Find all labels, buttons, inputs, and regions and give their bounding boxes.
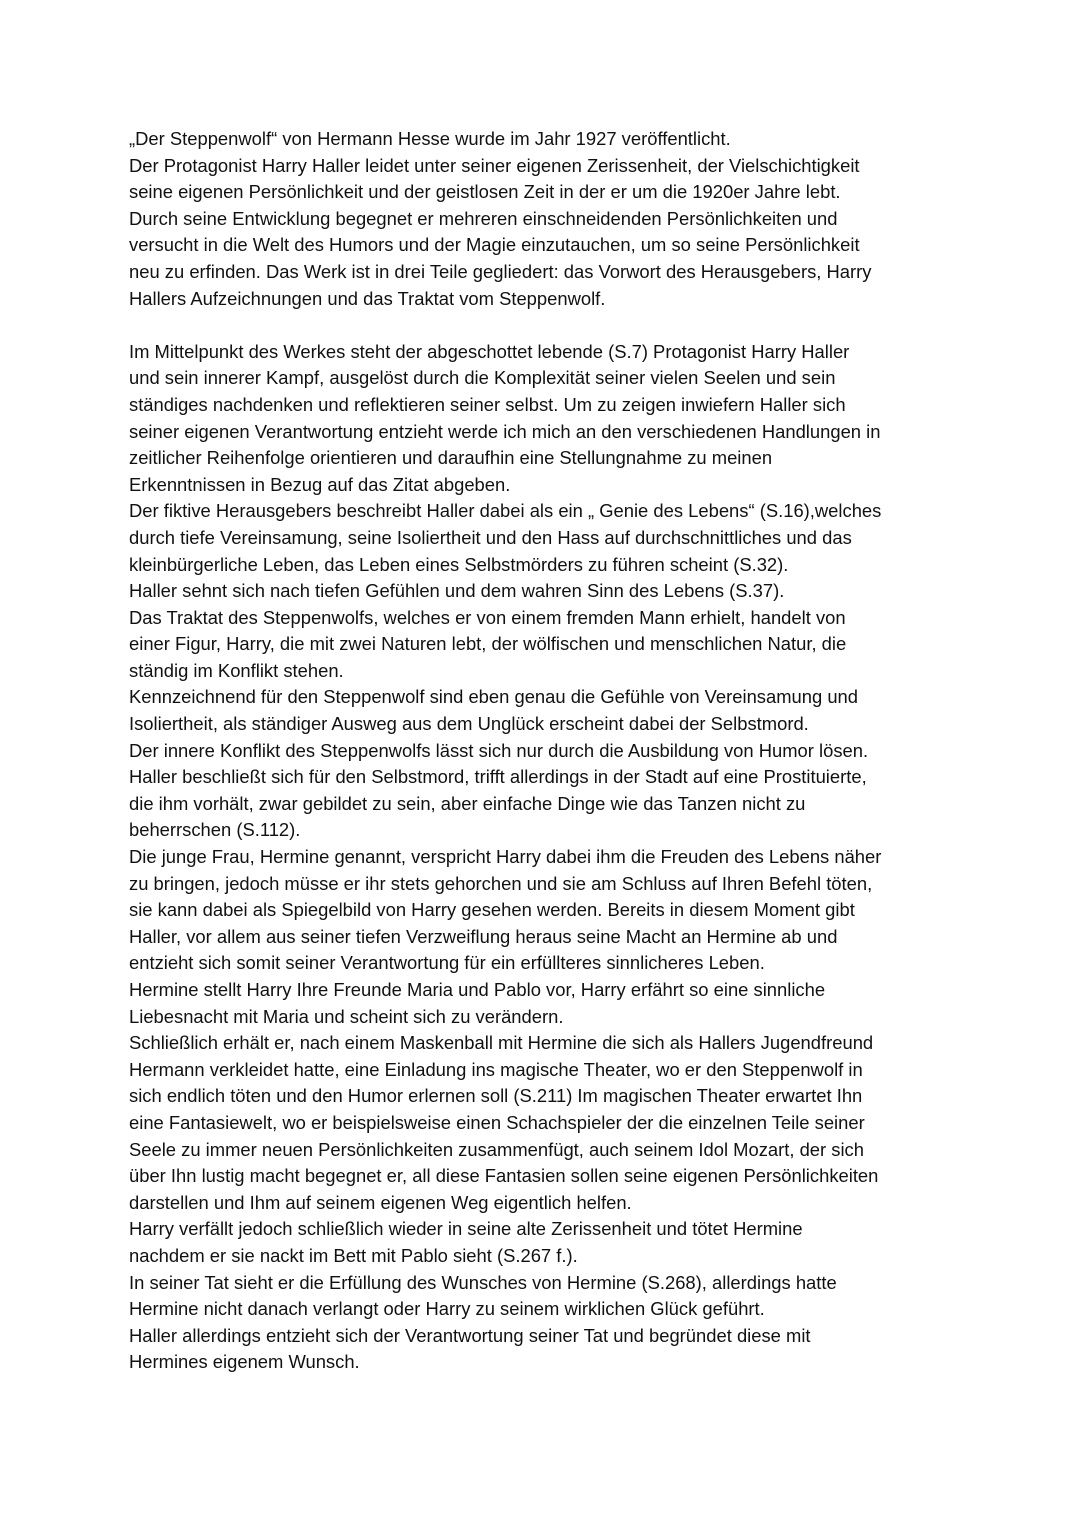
- text-line: zu bringen, jedoch müsse er ihr stets gehorchen und sie am Schluss auf Ihren Befehl töten,: [129, 872, 873, 894]
- text-line: Harry verfällt jedoch schließlich wieder in seine alte Zerissenheit und tötet Hermine: [129, 1218, 803, 1240]
- paragraph-spacer: [129, 312, 969, 339]
- text-line: Hermine stellt Harry Ihre Freunde Maria und Pablo vor, Harry erfährt so eine sinnliche: [129, 979, 826, 1000]
- text-line: Hallers Aufzeichnungen und das Traktat vom Steppenwolf.: [129, 287, 606, 309]
- text-line: „Der Steppenwolf“ von Hermann Hesse wurde im Jahr 1927 veröffentlicht.: [129, 128, 731, 149]
- text-line: einer Figur, Harry, die mit zwei Naturen lebt, der wölfischen und menschlichen Natur, die: [129, 633, 847, 655]
- text-line: entzieht sich somit seiner Verantwortung für ein erfüllteres sinnlicheres Leben.: [129, 952, 765, 974]
- text-line: Das Traktat des Steppenwolfs, welches er von einem fremden Mann erhielt, handelt von: [129, 606, 846, 628]
- text-line: Liebesnacht mit Maria und scheint sich zu verändern.: [129, 1005, 564, 1027]
- text-line: In seiner Tat sieht er die Erfüllung des Wunsches von Hermine (S.268), allerdings hatte: [129, 1271, 837, 1293]
- text-line: durch tiefe Vereinsamung, seine Isoliertheit und den Hass auf durchschnittliches und das: [129, 526, 852, 548]
- text-line: Isoliertheit, als ständiger Ausweg aus dem Unglück erscheint dabei der Selbstmord.: [129, 713, 809, 735]
- text-line: Hermann verkleidet hatte, eine Einladung ins magische Theater, wo er den Steppenwolf in: [129, 1058, 863, 1080]
- text-line: eine Fantasiewelt, wo er beispielsweise einen Schachspieler der die einzelnen Teile seiner: [129, 1111, 865, 1133]
- text-line: zeitlicher Reihenfolge orientieren und daraufhin eine Stellungnahme zu meinen: [129, 447, 773, 469]
- text-line: ständiges nachdenken und reflektieren seiner selbst. Um zu zeigen inwiefern Haller sich: [129, 393, 846, 415]
- text-line: ständig im Konflikt stehen.: [129, 659, 344, 681]
- document-page: [129, 126, 969, 1403]
- text-line: Der fiktive Herausgebers beschreibt Haller dabei als ein „ Genie des Lebens“ (S.16),welches: [129, 500, 882, 522]
- text-line: Schließlich erhält er, nach einem Maskenball mit Hermine die sich als Hallers Jugendfreund: [129, 1032, 874, 1054]
- text-line: Haller sehnt sich nach tiefen Gefühlen und dem wahren Sinn des Lebens (S.37).: [129, 580, 785, 602]
- text-line: beherrschen (S.112).: [129, 819, 301, 841]
- text-line: Im Mittelpunkt des Werkes steht der abgeschottet lebende (S.7) Protagonist Harry Haller: [129, 340, 850, 362]
- text-line: Kennzeichnend für den Steppenwolf sind eben genau die Gefühle von Vereinsamung und: [129, 686, 859, 708]
- text-line: Haller, vor allem aus seiner tiefen Verzweiflung heraus seine Macht an Hermine ab und: [129, 925, 838, 947]
- text-line: und sein innerer Kampf, ausgelöst durch die Komplexität seiner vielen Seelen und sein: [129, 367, 836, 389]
- text-line: Haller beschließt sich für den Selbstmord, trifft allerdings in der Stadt auf eine Prostituierte,: [129, 766, 867, 788]
- paragraph-intro: [129, 126, 969, 312]
- text-line: seiner eigenen Verantwortung entzieht werde ich mich an den verschiedenen Handlungen in: [129, 420, 881, 442]
- text-line: Erkenntnissen in Bezug auf das Zitat abgeben.: [129, 473, 511, 495]
- text-line: darstellen und Ihm auf seinem eigenen Weg eigentlich helfen.: [129, 1191, 632, 1213]
- text-line: versucht in die Welt des Humors und der Magie einzutauchen, um so seine Persönlichkeit: [129, 234, 860, 256]
- text-line: [129, 1376, 969, 1403]
- text-line: Der Protagonist Harry Haller leidet unter seiner eigenen Zerissenheit, der Vielschichtigkeit: [129, 154, 860, 176]
- text-line: über Ihn lustig macht begegnet er, all diese Fantasien sollen seine eigenen Persönlichkeiten: [129, 1165, 879, 1187]
- text-line: Die junge Frau, Hermine genannt, verspricht Harry dabei ihm die Freuden des Lebens näher: [129, 846, 882, 868]
- text-line: sich endlich töten und den Humor erlernen soll (S.211) Im magischen Theater erwartet Ihn: [129, 1085, 863, 1107]
- text-line: sie kann dabei als Spiegelbild von Harry gesehen werden. Bereits in diesem Moment gibt: [129, 899, 855, 921]
- text-line: Seele zu immer neuen Persönlichkeiten zusammenfügt, auch seinem Idol Mozart, der sich: [129, 1138, 864, 1160]
- text-line: Hermines eigenem Wunsch.: [129, 1351, 360, 1373]
- text-line: Hermine nicht danach verlangt oder Harry zu seinem wirklichen Glück geführt.: [129, 1298, 765, 1320]
- text-line: die ihm vorhält, zwar gebildet zu sein, aber einfache Dinge wie das Tanzen nicht zu: [129, 792, 806, 814]
- text-line: kleinbürgerliche Leben, das Leben eines Selbstmörders zu führen scheint (S.32).: [129, 553, 789, 575]
- paragraph-main: [129, 339, 969, 1403]
- text-line: seine eigenen Persönlichkeit und der geistlosen Zeit in der er um die 1920er Jahre lebt.: [129, 181, 841, 203]
- text-line: neu zu erfinden. Das Werk ist in drei Teile gegliedert: das Vorwort des Herausgebers, Harry: [129, 260, 872, 282]
- text-line: nachdem er sie nackt im Bett mit Pablo sieht (S.267 f.).: [129, 1244, 578, 1266]
- text-line: Der innere Konflikt des Steppenwolfs lässt sich nur durch die Ausbildung von Humor lösen.: [129, 739, 869, 761]
- text-line: Durch seine Entwicklung begegnet er mehreren einschneidenden Persönlichkeiten und: [129, 207, 838, 229]
- text-line: Haller allerdings entzieht sich der Verantwortung seiner Tat und begründet diese mit: [129, 1324, 811, 1346]
